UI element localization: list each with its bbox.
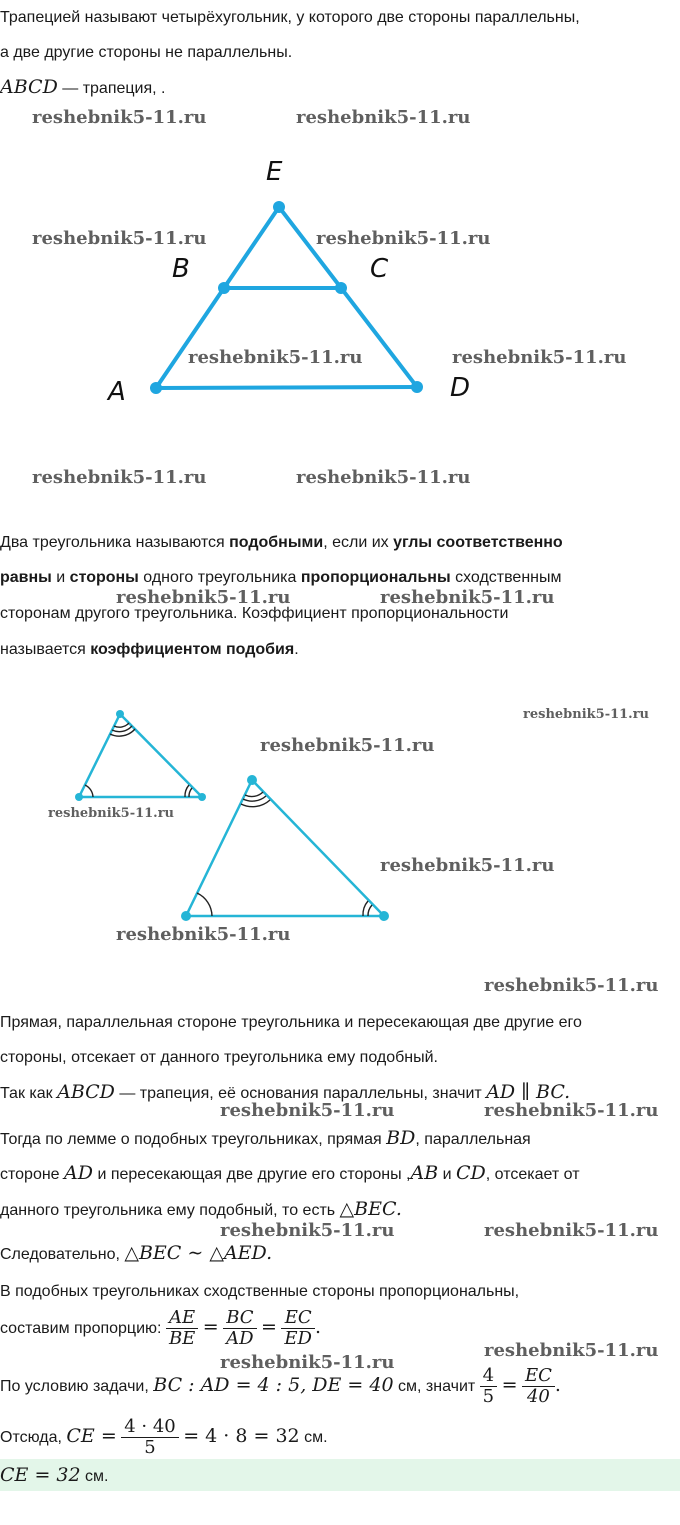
math: CD [456,1162,486,1184]
text: Два треугольника называются [0,534,230,551]
small-angle-right-arc-1 [189,788,192,797]
large-angle-right-arc-2 [363,901,368,916]
answer-box [0,1459,680,1491]
fraction-4-5 [480,1366,497,1407]
answer-unit: см. [80,1468,109,1485]
equals: = [261,1316,277,1338]
math: AB [410,1162,439,1184]
text: см. [299,1429,328,1446]
denominator: 5 [482,1386,495,1408]
watermark: reshebnik5-11.ru [316,228,491,249]
solution-line-2 [0,1121,680,1157]
equals: = [501,1374,518,1396]
similar-def-line-2 [0,560,680,595]
bold-term: пропорциональны [300,569,451,586]
point-e [273,201,285,213]
bold-term: углы соответственно [393,534,563,551]
watermark: reshebnik5-11.ru [452,347,627,368]
numerator: AE [166,1308,198,1329]
watermark: reshebnik5-11.ru [296,467,471,488]
small-angle-left-arc [85,785,93,797]
period: . [554,1374,561,1396]
fraction-ae-be [166,1308,198,1349]
bold-term: подобными [229,534,324,551]
solution-line-3 [0,1156,680,1192]
label-a: A [108,377,126,407]
label-e: E [266,157,283,187]
trapezoid-figure [0,140,680,440]
text: Так как [0,1085,58,1102]
denominator: BE [168,1328,196,1350]
denominator: 40 [526,1386,550,1408]
text: Следовательно, [0,1246,125,1263]
small-vertex-right [198,793,206,801]
lemma-line-2: стороны, отсекает от данного треугольника ему подобный. [0,1049,438,1066]
point-c [335,282,347,294]
fraction-ec-40 [522,1366,555,1407]
watermark: reshebnik5-11.ru [484,1340,659,1361]
small-triangle [79,714,202,797]
answer-math: CE = 32 [0,1464,81,1486]
large-vertex-left [181,911,191,921]
equals: = [202,1316,219,1338]
math: = 4 · 8 = 32 [183,1425,300,1447]
text: и пересекающая две другие его стороны , [93,1166,411,1183]
text: и [438,1166,456,1183]
small-vertex-left [75,793,83,801]
side-ad [156,387,417,388]
denominator: 5 [144,1437,156,1459]
text: , если их [323,534,394,551]
math: AD ∥ BC. [486,1081,571,1103]
text: и [51,569,70,586]
fraction-4x40-5 [121,1417,179,1458]
math: BD [386,1127,416,1149]
solution-line-6: В подобных треугольниках сходственные стороны пропорциональны, [0,1283,520,1300]
math: △BEC ∼ △AED. [124,1242,273,1264]
watermark: reshebnik5-11.ru [32,107,207,128]
intro-line-2: а две другие стороны не параллельны. [0,44,293,61]
math: ABCD [57,1081,115,1103]
watermark: reshebnik5-11.ru [296,107,471,128]
text: сходственным [450,569,562,586]
point-a [150,382,162,394]
text: По условию задачи, [0,1378,154,1395]
watermark: reshebnik5-11.ru [32,228,207,249]
large-vertex-right [379,911,389,921]
watermark: reshebnik5-11.ru [116,924,291,945]
watermark: reshebnik5-11.ru [380,855,555,876]
small-vertex-top [116,710,124,718]
watermark: reshebnik5-11.ru [188,347,363,368]
numerator: 4 · 40 [121,1417,179,1438]
text: — трапеция, её основания параллельны, значит [114,1085,487,1102]
denominator: AD [226,1328,254,1350]
numerator: EC [522,1366,555,1387]
text: данного треугольника ему подобный, то есть [0,1202,340,1219]
similar-def-line-4 [0,632,680,667]
numerator: BC [223,1308,256,1329]
math: △BEC. [339,1198,402,1220]
fraction-bc-ad [223,1308,256,1349]
math: CE = [66,1425,117,1447]
watermark: reshebnik5-11.ru [523,707,650,722]
watermark: reshebnik5-11.ru [484,1100,659,1121]
point-d [411,381,423,393]
similar-def-line-3: сторонам другого треугольника. Коэффициент пропорциональности [0,605,509,622]
fraction-ec-ed [281,1308,315,1349]
given-math: ABCD [0,76,58,98]
large-angle-left-arc [197,893,212,916]
given-text: — трапеция, . [57,80,166,97]
bold-term: стороны [69,569,139,586]
watermark: reshebnik5-11.ru [260,735,435,756]
label-d: D [450,373,471,403]
watermark: reshebnik5-11.ru [220,1220,395,1241]
text: одного треугольника [138,569,301,586]
watermark: reshebnik5-11.ru [48,806,175,821]
large-angle-right-arc-1 [368,905,372,916]
solution-line-9 [0,1412,680,1462]
text: , параллельная [415,1131,531,1148]
text: , отсекает от [485,1166,580,1183]
text: . [294,641,299,658]
text: Отсюда, [0,1429,67,1446]
solution-line-5 [0,1236,680,1272]
denominator: ED [284,1328,312,1350]
watermark: reshebnik5-11.ru [116,587,291,608]
math: AD [64,1162,93,1184]
watermark: reshebnik5-11.ru [32,467,207,488]
bold-term: коэффициентом подобия [90,641,295,658]
large-triangle [186,780,384,916]
large-angle-top-arc-1 [245,792,263,797]
intro-given [0,70,680,106]
numerator: EC [281,1308,315,1329]
label-b: B [172,254,190,284]
numerator: 4 [480,1366,497,1387]
watermark: reshebnik5-11.ru [484,1220,659,1241]
lemma-line-1: Прямая, параллельная стороне треугольника и пересекающая две другие его [0,1014,582,1031]
similar-def-line-1 [0,525,680,560]
period: . [314,1316,322,1338]
label-c: C [370,254,389,284]
math: BC : AD = 4 : 5, DE = 40 [153,1374,394,1396]
text: составим пропорцию: [0,1320,162,1337]
watermark: reshebnik5-11.ru [220,1352,395,1373]
watermark: reshebnik5-11.ru [380,587,555,608]
intro-line-1: Трапецией называют четырёхугольник, у которого две стороны параллельны, [0,9,580,26]
watermark: reshebnik5-11.ru [220,1100,395,1121]
text: см, значит [393,1378,480,1395]
point-b [218,282,230,294]
bold-term: равны [0,569,52,586]
text: стороне [0,1166,65,1183]
text: Тогда по лемме о подобных треугольниках, прямая [0,1131,387,1148]
large-vertex-top [247,775,257,785]
text: называется [0,641,91,658]
watermark: reshebnik5-11.ru [484,975,659,996]
